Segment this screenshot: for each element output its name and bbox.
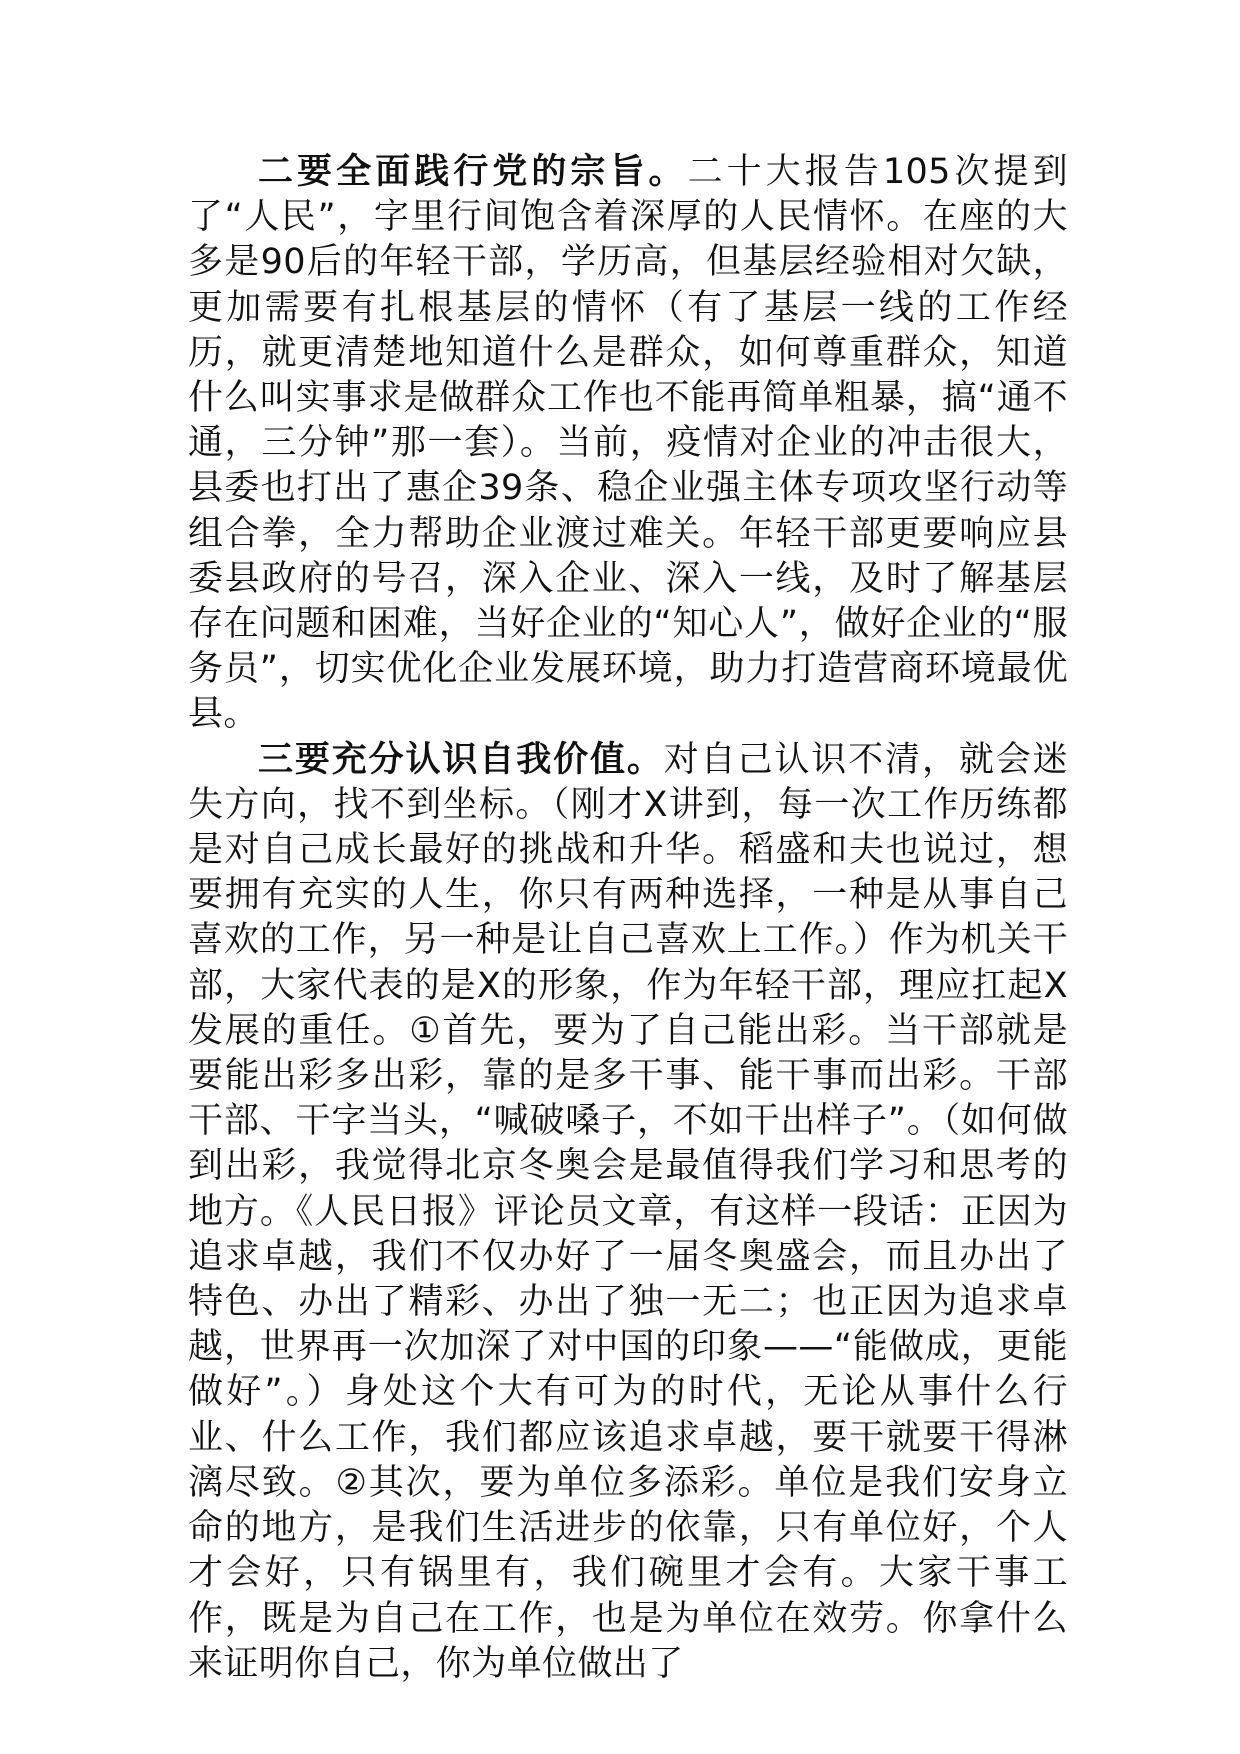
paragraph-heading: 二要全面践行党的宗旨。 [258, 152, 688, 192]
paragraph-heading: 三要充分认识自我价值。 [258, 739, 664, 780]
paragraph-purpose [188, 150, 1068, 738]
paragraph-text: 二十大报告105次提到了“人民”，字里行间饱含着深厚的人民情怀。在座的大多是90后的年轻干部，学历高，但基层经验相对欠缺，更加需要有扎根基层的情怀（有了基层一线的工作经历，就更清楚地知道什么是群众，如何尊重群众，知道什么叫实事求是做群众工作也不能再简单粗暴，搞“通不通，三分钟”那一套）。当前，疫情对企业的冲击很大，县委也打出了惠企39条、稳企业强主体专项攻坚行动等组合拳，全力帮助企业渡过难关。年轻干部更要响应县委县政府的号召，深入企业、深入一线，及时了解基层存在问题和困难，当好企业的“知心人”，做好企业的“服务员”，切实优化企业发展环境，助力打造营商环境最优县。 [188, 152, 1068, 735]
paragraph-self-value [188, 738, 1068, 1687]
paragraph-text: 对自己认识不清，就会迷失方向，找不到坐标。（刚才X讲到，每一次工作历练都是对自己成长最好的挑战和升华。稻盛和夫也说过，想要拥有充实的人生，你只有两种选择，一种是从事自己喜欢的工作，另一种是让自己喜欢上工作。）作为机关干部，大家代表的是X的形象，作为年轻干部，理应扛起X发展的重任。①首先，要为了自己能出彩。当干部就是要能出彩多出彩，靠的是多干事、能干事而出彩。干部干部、干字当头，“喊破嗓子，不如干出样子”。（如何做到出彩，我觉得北京冬奥会是最值得我们学习和思考的地方。《人民日报》评论员文章，有这样一段话：正因为追求卓越，我们不仅办好了一届冬奥盛会，而且办出了特色、办出了精彩、办出了独一无二；也正因为追求卓越，世界再一次加深了对中国的印象——“能做成，更能做好”。）身处这个大有可为的时代，无论从事什么行业、什么工作，我们都应该追求卓越，要干就要干得淋漓尽致。②其次，要为单位多添彩。单位是我们安身立命的地方，是我们生活进步的依靠，只有单位好，个人才会好，只有锅里有，我们碗里才会有。大家干事工作，既是为自己在工作，也是为单位在效劳。你拿什么来证明你自己，你为单位做出了 [188, 739, 1069, 1684]
document-body [188, 150, 1068, 1687]
